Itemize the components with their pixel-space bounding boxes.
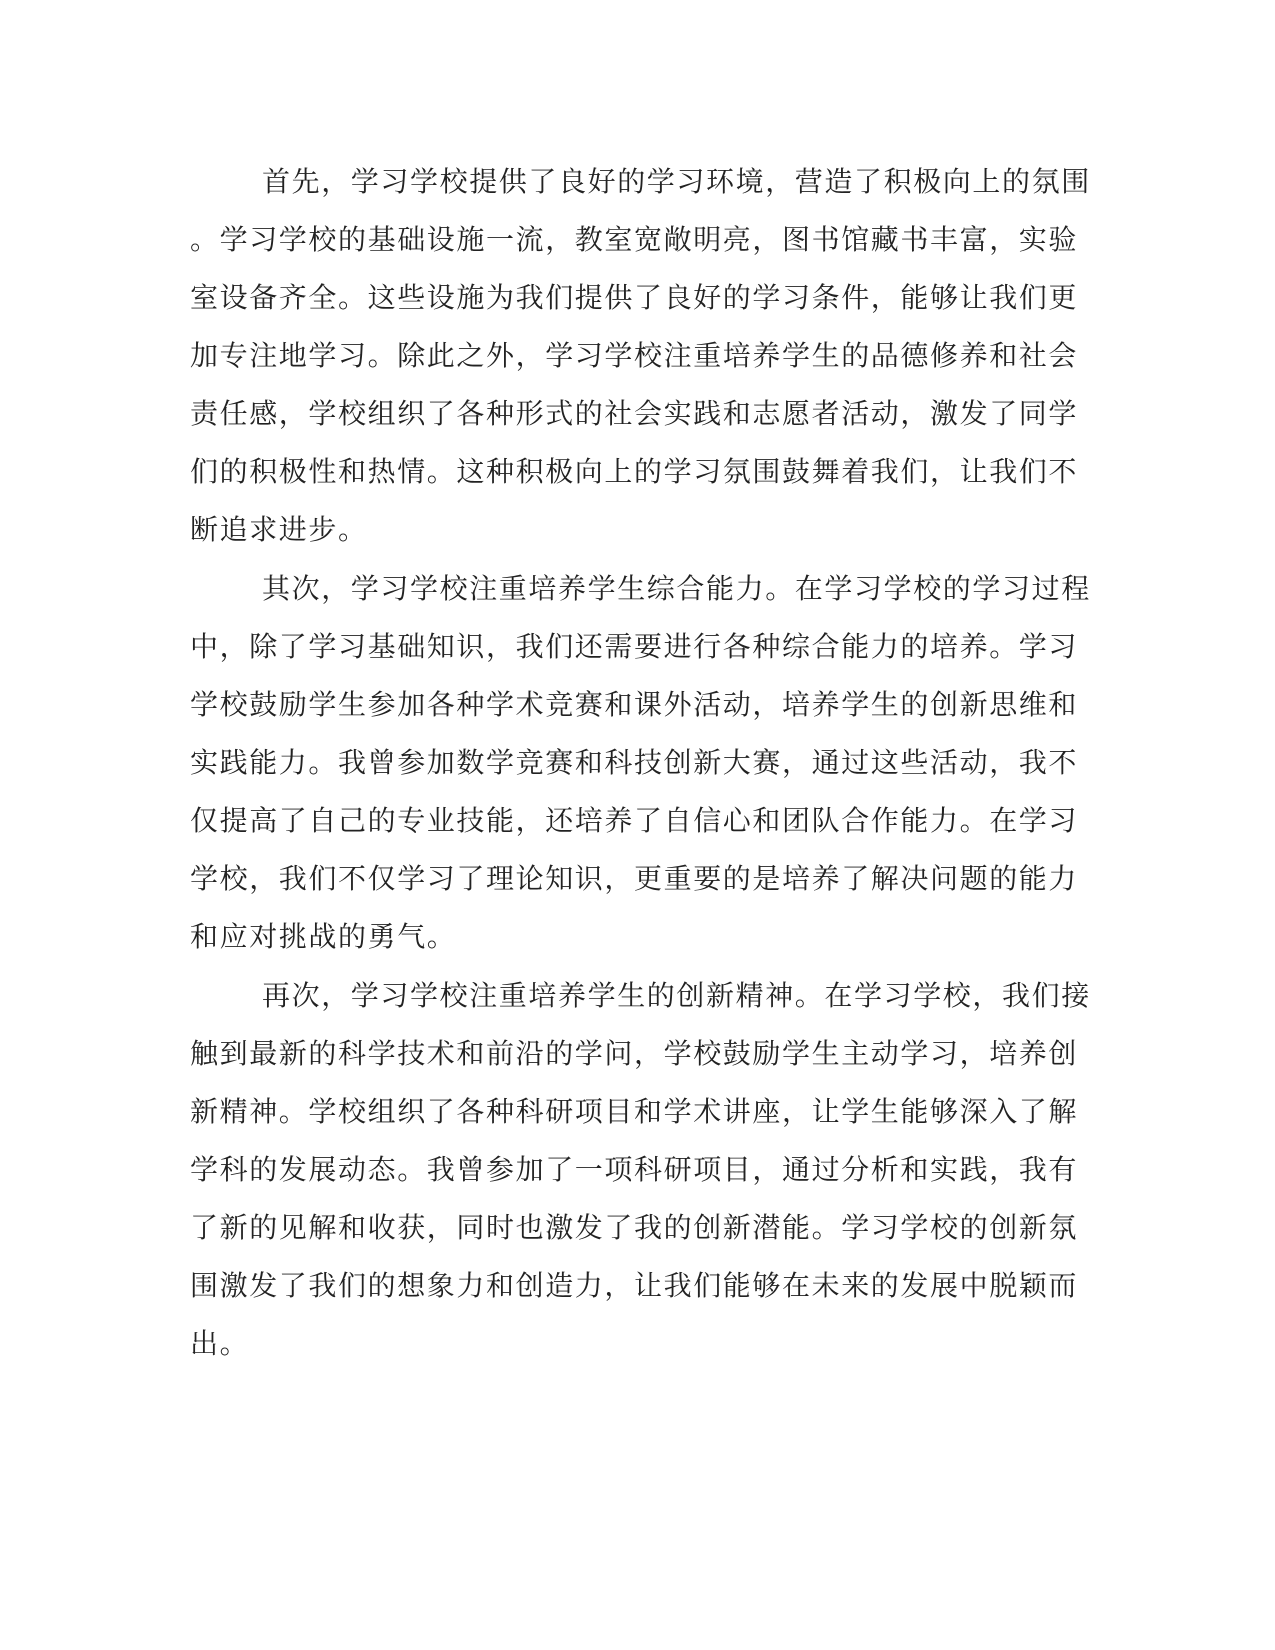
paragraph-1-line-3: 室设备齐全。这些设施为我们提供了良好的学习条件，能够让我们更 <box>190 281 1079 314</box>
paragraph-3-line-7: 出。 <box>190 1327 250 1360</box>
paragraph-2-line-6: 学校，我们不仅学习了理论知识，更重要的是培养了解决问题的能力 <box>190 862 1079 895</box>
paragraph-1-line-4: 加专注地学习。除此之外，学习学校注重培养学生的品德修养和社会 <box>190 339 1079 372</box>
paragraph-1-line-5: 责任感，学校组织了各种形式的社会实践和志愿者活动，激发了同学 <box>190 397 1079 430</box>
paragraph-3-line-4: 学科的发展动态。我曾参加了一项科研项目，通过分析和实践，我有 <box>190 1153 1079 1186</box>
paragraph-2-line-2: 中，除了学习基础知识，我们还需要进行各种综合能力的培养。学习 <box>190 630 1079 663</box>
paragraph-3-line-1: 再次，学习学校注重培养学生的创新精神。在学习学校，我们接 <box>262 979 1091 1012</box>
paragraph-2-line-4: 实践能力。我曾参加数学竞赛和科技创新大赛，通过这些活动，我不 <box>190 746 1079 779</box>
paragraph-3-line-2: 触到最新的科学技术和前沿的学问，学校鼓励学生主动学习，培养创 <box>190 1037 1079 1070</box>
paragraph-1-line-2: 。学习学校的基础设施一流，教室宽敞明亮，图书馆藏书丰富，实验 <box>190 223 1079 256</box>
paragraph-3-line-6: 围激发了我们的想象力和创造力，让我们能够在未来的发展中脱颖而 <box>190 1269 1079 1302</box>
paragraph-2-line-5: 仅提高了自己的专业技能，还培养了自信心和团队合作能力。在学习 <box>190 804 1079 837</box>
paragraph-2-line-1: 其次，学习学校注重培养学生综合能力。在学习学校的学习过程 <box>262 572 1091 605</box>
paragraph-2-line-3: 学校鼓励学生参加各种学术竞赛和课外活动，培养学生的创新思维和 <box>190 688 1079 721</box>
paragraph-3-line-3: 新精神。学校组织了各种科研项目和学术讲座，让学生能够深入了解 <box>190 1095 1079 1128</box>
paragraph-2-line-7: 和应对挑战的勇气。 <box>190 920 457 953</box>
paragraph-1-line-6: 们的积极性和热情。这种积极向上的学习氛围鼓舞着我们，让我们不 <box>190 455 1079 488</box>
paragraph-3-line-5: 了新的见解和收获，同时也激发了我的创新潜能。学习学校的创新氛 <box>190 1211 1079 1244</box>
paragraph-1-line-7: 断追求进步。 <box>190 513 368 546</box>
paragraph-1-line-1: 首先，学习学校提供了良好的学习环境，营造了积极向上的氛围 <box>262 165 1091 198</box>
